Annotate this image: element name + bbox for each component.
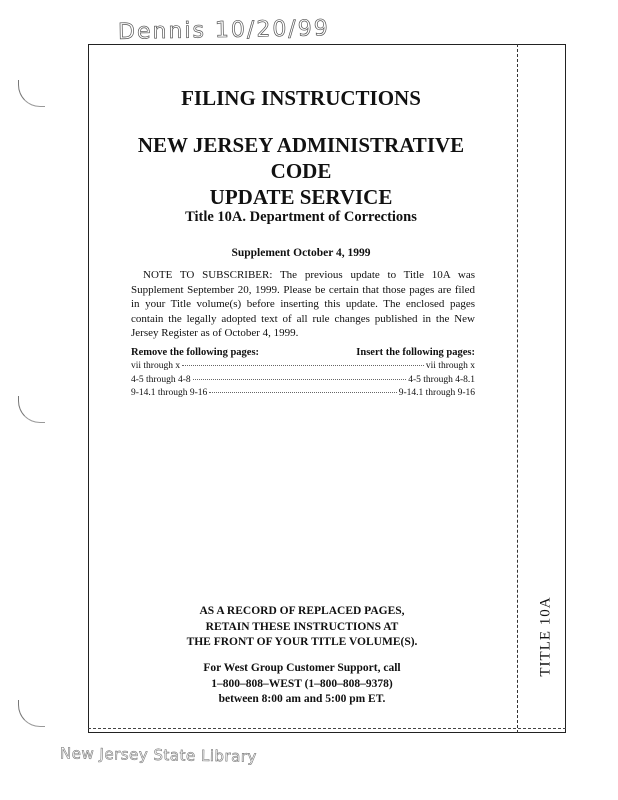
binder-hole-bottom (18, 700, 45, 727)
bottom-divider (88, 728, 566, 729)
retain-line: AS A RECORD OF REPLACED PAGES, (199, 605, 405, 617)
dot-leader (182, 365, 424, 366)
handwritten-note: Dennis 10/20/99 (117, 16, 330, 45)
retain-line: THE FRONT OF YOUR TITLE VOLUME(S). (186, 636, 418, 648)
support-phone: 1–800–808–WEST (1–800–808–9378) (211, 677, 393, 690)
retain-instructions (160, 604, 444, 651)
dot-leader (209, 392, 396, 393)
library-stamp: New Jersey State Library (59, 744, 258, 766)
code-title-line-1: NEW JERSEY ADMINISTRATIVE CODE (137, 133, 465, 183)
customer-support (160, 661, 444, 708)
binder-hole-top (18, 80, 45, 107)
page-row (131, 388, 475, 402)
insert-pages: vii through x (425, 361, 475, 371)
supplement-date: Supplement October 4, 1999 (231, 247, 371, 259)
spine-divider (517, 44, 518, 733)
insert-header: Insert the following pages: (356, 347, 475, 358)
spine-label: TITLE 10A (537, 596, 554, 677)
insert-pages: 4-5 through 4-8.1 (408, 374, 475, 385)
remove-pages: 9-14.1 through 9-16 (131, 388, 208, 398)
page-row (131, 375, 475, 389)
page-row (131, 361, 475, 375)
binder-hole-middle (18, 396, 45, 423)
note-to-subscriber: NOTE TO SUBSCRIBER: The previous update to Title 10A was Supplement September 20, 1999. Please be certain that those pages are filed in your Title volume(s) before inserting this update. The enclosed pages contain the legally adopted text of all rule changes published in the New Jersey Register as of October 4, 1999. (131, 269, 475, 340)
page-title: FILING INSTRUCTIONS (181, 86, 421, 110)
code-title-line-2: UPDATE SERVICE (209, 185, 393, 209)
remove-header: Remove the following pages: (131, 347, 260, 358)
page-list (131, 361, 475, 402)
support-line: For West Group Customer Support, call (203, 662, 401, 674)
dot-leader (193, 379, 407, 380)
remove-pages: 4-5 through 4-8 (131, 374, 191, 385)
support-hours: between 8:00 am and 5:00 pm ET. (218, 693, 386, 705)
code-title (120, 132, 482, 210)
title-section: Title 10A. Department of Corrections (185, 209, 417, 225)
remove-pages: vii through x (131, 361, 181, 371)
insert-pages: 9-14.1 through 9-16 (398, 388, 475, 398)
pages-header (131, 347, 475, 358)
retain-line: RETAIN THESE INSTRUCTIONS AT (205, 620, 399, 633)
